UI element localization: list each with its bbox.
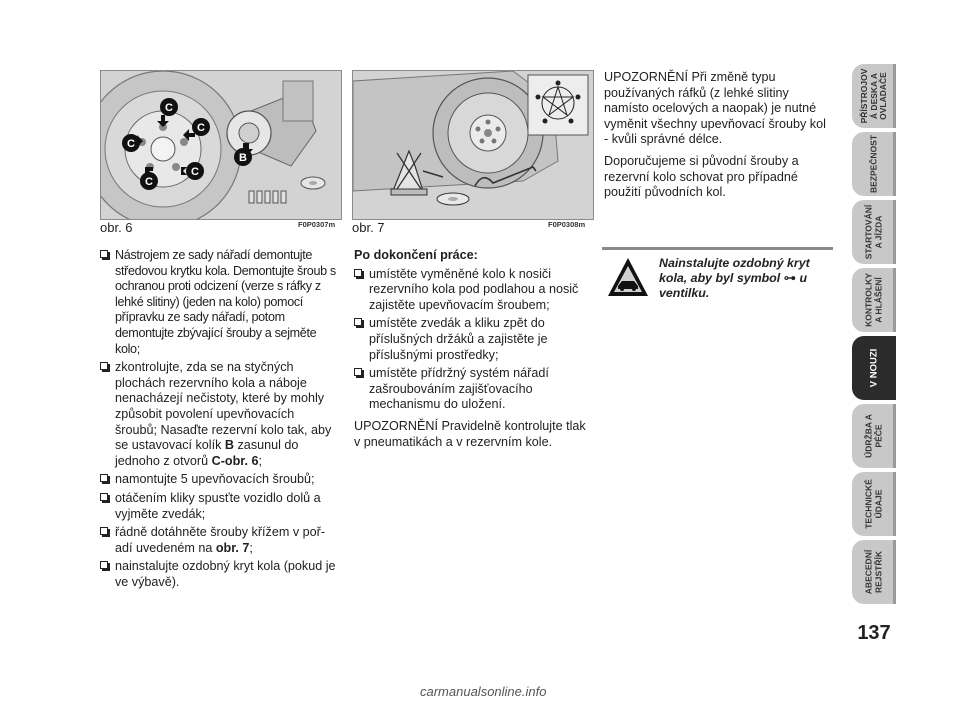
warning-text: Nainstalujte ozdobný kryt kola, aby byl symbol ⊶ u ventilku. — [659, 256, 810, 300]
original-bolts-note: Doporučujeme si původní šrouby a rezervní kolo schovat pro případné použití původních kol. — [604, 153, 799, 200]
checkbox-bullet-icon — [354, 368, 362, 376]
list-item: umístěte zvedák a kliku zpět do příslušných držáků a zajistěte je příslušnými prostředky; — [354, 316, 590, 363]
checkbox-bullet-icon — [100, 474, 108, 482]
pressure-note: UPOZORNĚNÍ Pravidelně kontrolujte tlak v pneumatikách a v rezervním kole. — [354, 418, 586, 449]
figure-6-label: obr. 6 — [100, 220, 133, 235]
checkbox-bullet-icon — [100, 250, 108, 258]
chapter-tab-7[interactable] — [852, 472, 896, 536]
chapter-tab-4[interactable] — [852, 268, 896, 332]
jack-and-spare-wheel-illustration — [353, 71, 593, 219]
figure-7-code: F0P0308m — [548, 220, 586, 229]
list-item: otáčením kliky spusťte vozidlo dolů a vyjměte zvedák; — [100, 491, 336, 522]
chapter-tab-2[interactable] — [852, 132, 896, 196]
warning-triangle-car-icon — [606, 256, 650, 303]
chapter-tab-label: STARTOVÁNÍ A JÍZDA — [863, 204, 883, 260]
rim-change-note: UPOZORNĚNÍ Při změně typu používaných ráfků (z lehké slitiny namísto ocelových a naopak) je nutné vyměnit všechny upevňovací šrouby kol - kvůli správné délce. — [604, 70, 826, 147]
list-item: nainstalujte ozdobný kryt kola (pokud je ve výbavě). — [100, 559, 336, 590]
chapter-tab-label: KONTROLKY A HLÁŠENÍ — [863, 273, 883, 327]
chapter-tab-5[interactable] — [852, 336, 896, 400]
chapter-tab-label: ABECEDNÍ REJSTŘÍK — [863, 549, 883, 595]
figure-6-code: F0P0307m — [298, 220, 336, 229]
checkbox-bullet-icon — [100, 527, 108, 535]
chapter-tab-label: V NOUZI — [868, 348, 880, 388]
section-heading: Po dokončení práce: — [354, 248, 478, 262]
list-item: umístěte vyměněné kolo k nosiči rezervního kola pod podlahou a nosič zajistěte upevňovacím šroubem; — [354, 267, 590, 314]
callout-c-bottom-right: C — [191, 166, 199, 178]
figure-7-label: obr. 7 — [352, 220, 385, 235]
figure-7 — [352, 70, 594, 220]
wheel-bolts-illustration — [101, 71, 341, 219]
column-3-notes — [604, 70, 832, 201]
checkbox-bullet-icon — [100, 493, 108, 501]
chapter-tab-1[interactable] — [852, 64, 896, 128]
callout-c-right: C — [197, 122, 205, 134]
chapter-tab-8[interactable] — [852, 540, 896, 604]
chapter-tab-label: ÚDRŽBA A PÉČE — [863, 414, 883, 458]
list-item: umístěte přídržný systém nářadí zašroubováním zajišťovacího mechanismu do uložení. — [354, 366, 590, 413]
warning-divider — [602, 247, 833, 250]
watermark: carmanualsonline.info — [420, 684, 547, 699]
checkbox-bullet-icon — [354, 269, 362, 277]
column-1-steps — [100, 248, 336, 593]
callout-b: B — [239, 152, 247, 164]
list-item: řádně dotáhněte šrouby křížem v pořadí uvedeném na obr. 7; — [100, 525, 336, 556]
list-item: Nástrojem ze sady nářadí demontujte středovou krytku kola. Demontujte šroub s ochranou proti odcizení (verze s ráfky z lehké slitiny) (jeden na kolo) pomocí přípravku ze sady nářadí, potom demontujte zbývající šrouby a sejměte kolo; — [100, 248, 336, 357]
chapter-tab-6[interactable] — [852, 404, 896, 468]
checkbox-bullet-icon — [100, 561, 108, 569]
column-2-after-work — [354, 248, 590, 450]
checkbox-bullet-icon — [354, 318, 362, 326]
chapter-tab-label: PŘÍSTROJOV Á DESKA A OVLADAČE — [858, 68, 888, 124]
page-number: 137 — [857, 622, 891, 644]
callout-c-top: C — [165, 102, 173, 114]
chapter-tab-label: BEZPEČNOST — [868, 134, 879, 194]
checkbox-bullet-icon — [100, 362, 108, 370]
callout-c-bottom-left: C — [145, 176, 153, 188]
figure-6 — [100, 70, 342, 220]
chapter-tab-label: TECHNICKÉ ÚDAJE — [863, 479, 883, 529]
list-item: namontujte 5 upevňovacích šroubů; — [100, 472, 336, 488]
chapter-tab-3[interactable] — [852, 200, 896, 264]
callout-c-left: C — [127, 138, 135, 150]
list-item: zkontrolujte, zda se na styčných plochách rezervního kola a náboje nenacházejí nečistoty, které by mohly způsobit povolení upevňovacích šroubů; Nasaďte rezervní kolo tak, aby se ustavovací kolík B zasunul do jednoho z otvorů C-obr. 6; — [100, 360, 336, 469]
